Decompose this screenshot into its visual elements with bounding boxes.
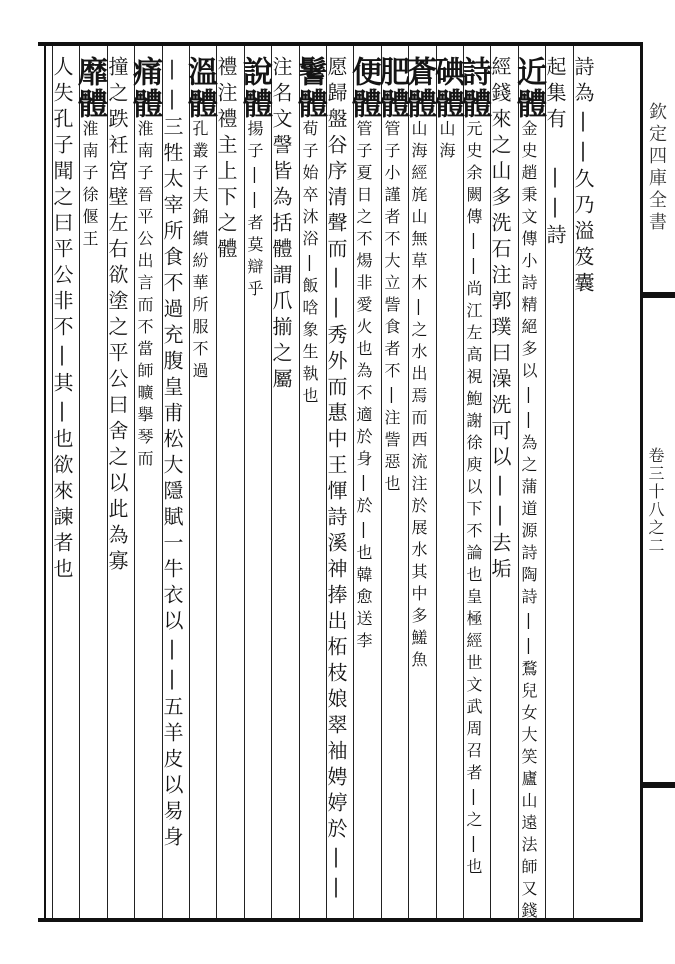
page-left-rule bbox=[44, 42, 46, 922]
entry-headword: 詩體 bbox=[456, 56, 491, 120]
text-column bbox=[127, 56, 162, 472]
column-text: 元史余闕傳||尚江左高視鮑謝徐庾以下不論也皇極經世文武周召者|之|也 bbox=[464, 120, 483, 880]
text-column bbox=[543, 56, 570, 250]
margin-book-title: 欽定四庫全書 bbox=[646, 102, 667, 234]
text-column bbox=[105, 56, 132, 576]
text-column bbox=[571, 56, 598, 298]
entry-headword: 溫體 bbox=[182, 56, 217, 120]
column-text: 詩為||久乃溢笈囊 bbox=[571, 56, 595, 298]
text-column bbox=[456, 56, 491, 880]
text-column bbox=[292, 56, 327, 409]
entry-headword: 說體 bbox=[237, 56, 272, 120]
text-column bbox=[346, 56, 381, 654]
column-text: 禮注禮主上下之體 bbox=[214, 56, 238, 264]
margin-volume-label: 卷三十八之二 bbox=[646, 447, 665, 555]
entry-headword: 近體 bbox=[511, 56, 546, 120]
text-column bbox=[429, 56, 464, 164]
text-column bbox=[160, 56, 187, 852]
text-column bbox=[269, 56, 296, 394]
column-text: 孔叢子夫錦繢紛華所服不過 bbox=[190, 120, 209, 384]
column-text: 金史趙秉文傳小詩精絕多以||為之蒲道源詩陶詩||鶩兒女大笑廬山遠法師又錢 bbox=[519, 120, 538, 924]
text-column bbox=[214, 56, 241, 264]
column-rule bbox=[436, 46, 437, 918]
entry-headword: 碘體 bbox=[429, 56, 464, 120]
text-column bbox=[511, 56, 546, 924]
text-column bbox=[324, 56, 351, 904]
text-column bbox=[374, 56, 409, 497]
text-column bbox=[182, 56, 217, 384]
column-text: 荀子始卒沐浴|飯唅象生執也 bbox=[300, 120, 319, 409]
fishtail-mark bbox=[640, 292, 675, 298]
entry-headword: 便體 bbox=[346, 56, 381, 120]
column-text: 管子夏日之不煬非愛火也為不適於身|於|也韓愈送李 bbox=[354, 120, 373, 654]
column-text: 管子小謹者不大立訾食者不|注訾惡也 bbox=[382, 120, 401, 497]
text-column bbox=[488, 56, 515, 584]
column-text: 山海經旄山無草木|之水出焉而西流注於展水其中多鱃魚 bbox=[409, 120, 428, 673]
text-column bbox=[50, 56, 77, 584]
column-text: 撞之跌衽宮壁左右欲塗之平公曰舍之以此為寡 bbox=[105, 56, 129, 576]
page-top-rule bbox=[38, 42, 640, 46]
column-text: 揚子||者莫辯乎 bbox=[245, 120, 264, 302]
entry-headword: 痛體 bbox=[127, 56, 162, 120]
fishtail-mark bbox=[640, 782, 675, 788]
entry-headword: 蒼體 bbox=[401, 56, 436, 120]
column-text: ||三牲太宰所食不過充腹皇甫松大隱賦一牛衣以||五羊皮以易身 bbox=[160, 56, 184, 852]
column-text: 注名文謦皆為括體謂爪揃之屬 bbox=[269, 56, 293, 394]
column-text: 淮南子徐偃王 bbox=[80, 120, 99, 252]
column-text: 人失孔子聞之曰平公非不|其|也欲來諫者也 bbox=[50, 56, 74, 584]
entry-headword: 靡體 bbox=[72, 56, 107, 120]
column-text: 起集有 ||詩 bbox=[543, 56, 567, 250]
page-margin-column bbox=[640, 42, 675, 922]
text-column bbox=[72, 56, 107, 252]
text-column bbox=[401, 56, 436, 673]
page-bottom-rule bbox=[38, 918, 640, 922]
column-text: 淮南子晉平公出言而不當師曠擧琴而 bbox=[135, 120, 154, 472]
entry-headword: 肥體 bbox=[374, 56, 409, 120]
column-text: 經錢來之山多洗石注郭璞曰澡洗可以||去垢 bbox=[488, 56, 512, 584]
column-text: 愿歸盤谷序清聲而||秀外而惠中王惲詩溪神捧出柘枝娘翠袖娉婷於|| bbox=[324, 56, 348, 904]
column-text: 山海 bbox=[437, 120, 456, 164]
text-column bbox=[237, 56, 272, 302]
entry-headword: 鬐體 bbox=[292, 56, 327, 120]
